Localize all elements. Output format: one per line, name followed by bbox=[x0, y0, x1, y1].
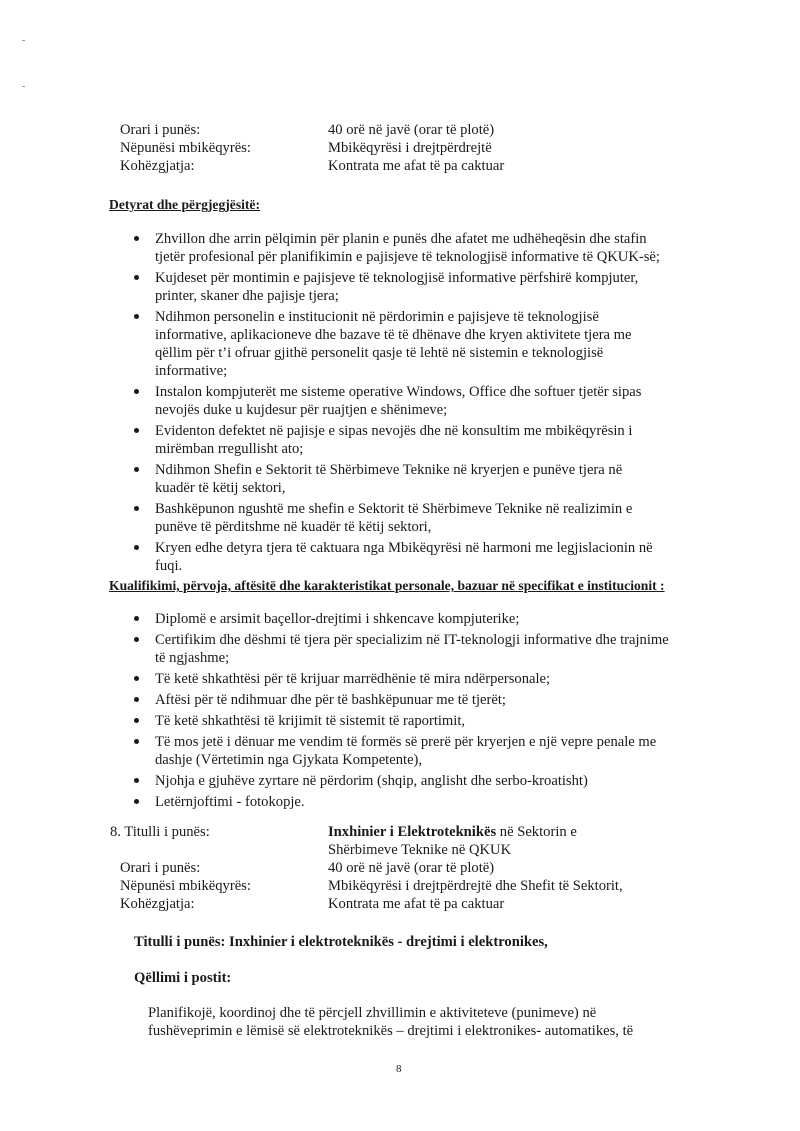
position-title-bold: Inxhinier i Elektroteknikës bbox=[328, 824, 497, 840]
info-label: Kohëzgjatja: bbox=[120, 896, 195, 912]
bullet-icon bbox=[134, 506, 139, 511]
info-value: 40 orë në javë (orar të plotë) bbox=[328, 122, 495, 138]
list-item bbox=[155, 230, 660, 266]
list-item-line: tjetër profesional për planifikimin e pajisjeve të teknologjisë informative të QKUK-së; bbox=[155, 249, 660, 265]
info-label: Nëpunësi mbikëqyrës: bbox=[120, 140, 251, 156]
bullet-icon bbox=[134, 718, 139, 723]
list-item-line: Letërnjoftimi - fotokopje. bbox=[155, 794, 305, 810]
bullet-icon bbox=[134, 467, 139, 472]
duties-list bbox=[155, 230, 660, 578]
info-value: Mbikëqyrësi i drejtpërdrejtë bbox=[328, 140, 492, 156]
list-item bbox=[155, 422, 660, 458]
bullet-icon bbox=[134, 428, 139, 433]
bullet-icon bbox=[134, 236, 139, 241]
info-value: Kontrata me afat të pa caktuar bbox=[328, 158, 505, 174]
position-title bbox=[328, 823, 577, 841]
list-item bbox=[155, 610, 669, 628]
list-item-line: Evidenton defektet në pajisje e sipas nevojës dhe në konsultim me mbikëqyrësin i bbox=[155, 423, 633, 439]
list-item-line: printer, skaner dhe pajisje tjera; bbox=[155, 288, 339, 304]
list-item-line: Të ketë shkathtësi për të krijuar marrëdhënie të mira ndërpersonale; bbox=[155, 671, 551, 687]
list-item bbox=[155, 308, 660, 380]
list-item bbox=[155, 500, 660, 536]
list-item-line: fuqi. bbox=[155, 558, 183, 574]
list-item-line: nevojës duke u kujdesur për ruajtjen e shënimeve; bbox=[155, 402, 448, 418]
list-item-line: Ndihmon personelin e institucionit në përdorimin e pajisjeve të teknologjisë bbox=[155, 309, 599, 325]
list-item bbox=[155, 670, 669, 688]
bullet-icon bbox=[134, 545, 139, 550]
info-label: Orari i punës: bbox=[120, 860, 201, 876]
list-item-line: mirëmban rregullisht ato; bbox=[155, 441, 304, 457]
info-value: 40 orë në javë (orar të plotë) bbox=[328, 860, 495, 876]
list-item-line: qëllim për t’i ofruar gjithë personelit qasje të lehtë në sistemin e teknologjisë bbox=[155, 345, 604, 361]
list-item-line: Instalon kompjuterët me sisteme operative Windows, Office dhe softuer tjetër sipas bbox=[155, 384, 642, 400]
list-item-line: Kujdeset për montimin e pajisjeve të teknologjisë informative përfshirë kompjuter, bbox=[155, 270, 639, 286]
list-item-line: kuadër të këtij sektori, bbox=[155, 480, 286, 496]
position-label: 8. Titulli i punës: bbox=[110, 824, 210, 840]
list-item-line: Zhvillon dhe arrin pëlqimin për planin e punës dhe afatet me udhëheqësin dhe stafin bbox=[155, 231, 647, 247]
list-item-line: informative, aplikacioneve dhe bazave të të dhënave dhe kryen aktivitete tjera me bbox=[155, 327, 632, 343]
list-item-line: Të mos jetë i dënuar me vendim të formës së prerë për kryerjen e një vepre penale me bbox=[155, 734, 657, 750]
list-item bbox=[155, 631, 669, 667]
list-item-line: të ngjashme; bbox=[155, 650, 230, 666]
bullet-icon bbox=[134, 389, 139, 394]
scan-mark bbox=[22, 86, 25, 87]
list-item-line: informative; bbox=[155, 363, 228, 379]
bullet-icon bbox=[134, 799, 139, 804]
list-item bbox=[155, 772, 669, 790]
list-item bbox=[155, 383, 660, 419]
info-label: Kohëzgjatja: bbox=[120, 158, 195, 174]
list-item-line: Certifikim dhe dëshmi të tjera për specializim në IT-teknologji informative dhe trajnime bbox=[155, 632, 669, 648]
bullet-icon bbox=[134, 676, 139, 681]
list-item-line: Njohja e gjuhëve zyrtare në përdorim (shqip, anglisht dhe serbo-kroatisht) bbox=[155, 773, 588, 789]
list-item bbox=[155, 539, 660, 575]
info-value: Kontrata me afat të pa caktuar bbox=[328, 896, 505, 912]
list-item-line: Aftësi për të ndihmuar dhe për të bashkëpunuar me të tjerët; bbox=[155, 692, 506, 708]
list-item-line: Bashkëpunon ngushtë me shefin e Sektorit të Shërbimeve Teknike në realizimin e bbox=[155, 501, 633, 517]
list-item-line: Ndihmon Shefin e Sektorit të Shërbimeve Teknike në kryerjen e punëve tjera në bbox=[155, 462, 623, 478]
bullet-icon bbox=[134, 616, 139, 621]
list-item-line: Diplomë e arsimit baçellor-drejtimi i shkencave kompjuterike; bbox=[155, 611, 520, 627]
info-label: Nëpunësi mbikëqyrës: bbox=[120, 878, 251, 894]
purpose-heading: Qëllimi i postit: bbox=[134, 970, 232, 986]
list-item bbox=[155, 691, 669, 709]
info-value: Mbikëqyrësi i drejtpërdrejtë dhe Shefit të Sektorit, bbox=[328, 878, 623, 894]
purpose-line: fushëveprimin e lëmisë së elektroteknikës – drejtimi i elektronikes- automatikes, të bbox=[148, 1023, 634, 1039]
job-title-line: Titulli i punës: Inxhinier i elektroteknikës - drejtimi i elektronikes, bbox=[134, 934, 548, 950]
qualifications-heading: Kualifikimi, përvoja, aftësitë dhe karakteristikat personale, bazuar në specifikat e institucionit : bbox=[109, 578, 665, 593]
position-title-rest: në Sektorin e bbox=[496, 824, 577, 840]
list-item bbox=[155, 733, 669, 769]
list-item-line: punëve të përditshme në kuadër të këtij sektori, bbox=[155, 519, 432, 535]
position-title-line2: Shërbimeve Teknike në QKUK bbox=[328, 842, 512, 858]
purpose-line: Planifikojë, koordinoj dhe të përcjell zhvillimin e aktiviteteve (punimeve) në bbox=[148, 1005, 597, 1021]
bullet-icon bbox=[134, 697, 139, 702]
bullet-icon bbox=[134, 739, 139, 744]
bullet-icon bbox=[134, 637, 139, 642]
qualifications-list bbox=[155, 610, 669, 814]
list-item-line: Kryen edhe detyra tjera të caktuara nga Mbikëqyrësi në harmoni me legjislacionin në bbox=[155, 540, 653, 556]
list-item bbox=[155, 269, 660, 305]
info-label: Orari i punës: bbox=[120, 122, 201, 138]
list-item bbox=[155, 461, 660, 497]
duties-heading: Detyrat dhe përgjegjësitë: bbox=[109, 197, 260, 212]
scan-mark bbox=[22, 40, 25, 41]
list-item-line: Të ketë shkathtësi të krijimit të sistemit të raportimit, bbox=[155, 713, 466, 729]
bullet-icon bbox=[134, 275, 139, 280]
list-item-line: dashje (Vërtetimin nga Gjykata Kompetente), bbox=[155, 752, 423, 768]
bullet-icon bbox=[134, 778, 139, 783]
page-number: 8 bbox=[396, 1063, 402, 1075]
list-item bbox=[155, 712, 669, 730]
bullet-icon bbox=[134, 314, 139, 319]
list-item bbox=[155, 793, 669, 811]
